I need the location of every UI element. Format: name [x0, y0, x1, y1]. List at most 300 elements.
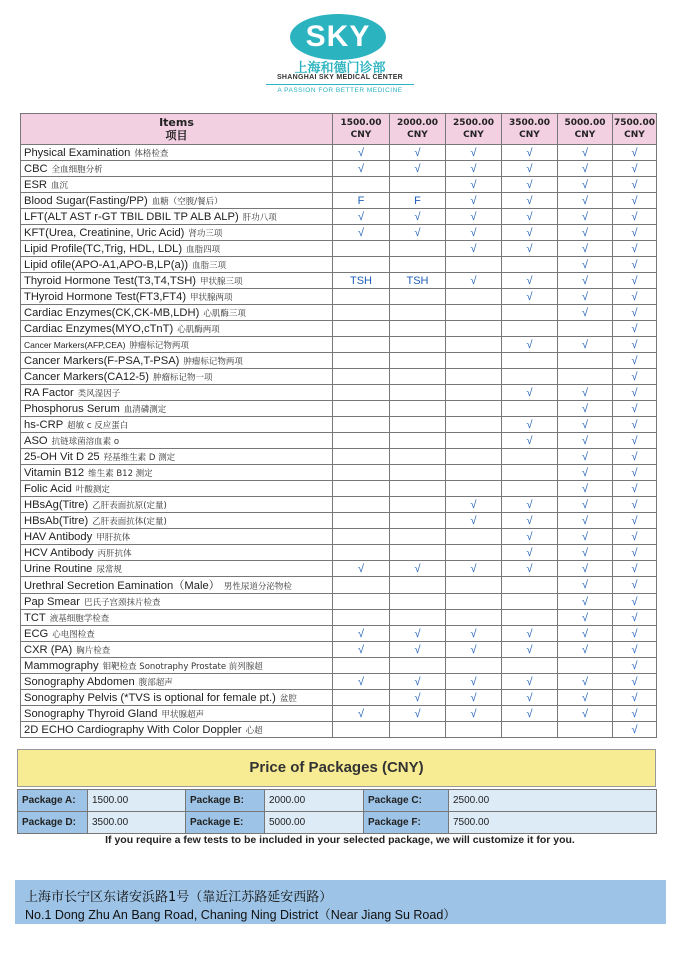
table-row — [21, 321, 657, 337]
item-name-cn: 尿常规 — [96, 564, 122, 575]
package-mark: √ — [558, 433, 613, 449]
table-row — [21, 594, 657, 610]
package-mark — [333, 417, 390, 433]
package-mark — [333, 577, 390, 594]
package-mark — [333, 449, 390, 465]
address-banner — [15, 880, 666, 924]
item-name-en: ASO — [24, 434, 48, 447]
package-mark: √ — [558, 385, 613, 401]
item-name-cn: 乙肝表面抗体(定量) — [92, 516, 167, 527]
package-mark — [446, 257, 502, 273]
package-mark: √ — [502, 417, 558, 433]
item-name — [21, 257, 333, 273]
item-name — [21, 353, 333, 369]
item-name-cn: 心超 — [245, 725, 263, 736]
package-value: 3500.00 — [88, 812, 186, 834]
package-mark — [333, 497, 390, 513]
package-mark: √ — [446, 225, 502, 241]
table-row — [21, 626, 657, 642]
package-mark: √ — [333, 642, 390, 658]
package-mark — [390, 321, 446, 337]
package-mark: √ — [613, 465, 657, 481]
price-title: Price of Packages (CNY) — [17, 749, 656, 787]
item-name — [21, 706, 333, 722]
item-name-en: Folic Acid — [24, 482, 72, 495]
item-name-cn: 血脂三项 — [192, 260, 227, 271]
package-mark — [446, 401, 502, 417]
table-row — [21, 209, 657, 225]
item-name-cn: 甲状腺两项 — [190, 292, 233, 303]
package-mark: √ — [558, 642, 613, 658]
item-name — [21, 193, 333, 209]
package-mark: √ — [558, 577, 613, 594]
table-row — [21, 449, 657, 465]
sky-logo: SKY — [290, 14, 386, 60]
item-name — [21, 610, 333, 626]
package-mark: √ — [558, 529, 613, 545]
item-name — [21, 241, 333, 257]
item-name — [21, 145, 333, 161]
package-mark: F — [333, 193, 390, 209]
item-name — [21, 465, 333, 481]
package-mark — [333, 658, 390, 674]
item-name-en: Mammography — [24, 659, 99, 672]
package-mark — [390, 177, 446, 193]
package-mark — [502, 353, 558, 369]
item-name-en: Thyroid Hormone Test(T3,T4,TSH) — [24, 274, 197, 287]
package-mark — [502, 401, 558, 417]
package-mark: √ — [613, 658, 657, 674]
item-name-cn: 丙肝抗体 — [97, 548, 132, 559]
package-mark: √ — [613, 674, 657, 690]
package-mark — [502, 449, 558, 465]
package-mark: √ — [502, 642, 558, 658]
item-name-cn: 液基细胞学检查 — [49, 613, 110, 624]
package-mark — [333, 722, 390, 738]
item-name — [21, 337, 333, 353]
item-name — [21, 481, 333, 497]
package-mark: √ — [613, 321, 657, 337]
item-name — [21, 401, 333, 417]
item-name — [21, 674, 333, 690]
package-mark: √ — [613, 385, 657, 401]
package-mark: √ — [613, 449, 657, 465]
item-name-cn: 肿瘤标记物一项 — [152, 372, 213, 383]
package-mark: √ — [502, 433, 558, 449]
package-mark: √ — [613, 145, 657, 161]
package-mark: √ — [446, 513, 502, 529]
package-mark — [390, 305, 446, 321]
package-mark: √ — [558, 401, 613, 417]
package-mark: √ — [502, 161, 558, 177]
package-mark: √ — [333, 161, 390, 177]
table-row — [21, 481, 657, 497]
table-row — [21, 385, 657, 401]
table-row — [21, 433, 657, 449]
item-name — [21, 177, 333, 193]
package-mark: √ — [446, 209, 502, 225]
package-mark — [390, 417, 446, 433]
package-mark: √ — [613, 433, 657, 449]
table-header-row — [21, 114, 657, 145]
package-mark: √ — [558, 706, 613, 722]
package-mark — [333, 241, 390, 257]
item-name-en: TCT — [24, 611, 46, 624]
item-name — [21, 545, 333, 561]
item-name — [21, 273, 333, 289]
table-row — [21, 642, 657, 658]
package-mark — [390, 594, 446, 610]
package-value: 2000.00 — [265, 790, 364, 812]
item-name-en: ECG — [24, 627, 49, 640]
item-name — [21, 497, 333, 513]
package-price-row — [18, 790, 657, 812]
package-mark: √ — [502, 690, 558, 706]
package-mark: √ — [446, 497, 502, 513]
item-name-en: KFT(Urea, Creatinine, Uric Acid) — [24, 226, 185, 239]
item-name-cn: 肝功八项 — [242, 212, 277, 223]
item-name — [21, 417, 333, 433]
package-mark: √ — [613, 225, 657, 241]
package-mark — [502, 321, 558, 337]
package-mark — [390, 337, 446, 353]
package-mark: √ — [558, 273, 613, 289]
package-mark: √ — [558, 561, 613, 577]
package-mark: √ — [558, 193, 613, 209]
table-row — [21, 577, 657, 594]
item-name — [21, 722, 333, 738]
package-mark — [558, 321, 613, 337]
package-mark: √ — [613, 241, 657, 257]
table-row — [21, 145, 657, 161]
package-mark: √ — [558, 305, 613, 321]
package-mark — [390, 401, 446, 417]
item-name — [21, 449, 333, 465]
item-name-cn: 巴氏子宫颈抹片检查 — [83, 597, 161, 608]
package-mark — [558, 658, 613, 674]
package-mark — [390, 449, 446, 465]
table-row — [21, 257, 657, 273]
package-label: Package A: — [18, 790, 88, 812]
package-mark — [446, 722, 502, 738]
package-mark — [502, 369, 558, 385]
package-mark: √ — [558, 145, 613, 161]
table-row — [21, 417, 657, 433]
package-mark — [390, 577, 446, 594]
package-mark — [390, 257, 446, 273]
package-mark: √ — [613, 257, 657, 273]
address-cn: 上海市长宁区东诸安浜路1号（靠近江苏路延安西路） — [25, 890, 333, 905]
package-mark — [333, 465, 390, 481]
address-en: No.1 Dong Zhu An Bang Road, Chaning Ning District（Near Jiang Su Road） — [25, 908, 456, 922]
package-mark — [502, 610, 558, 626]
package-mark: √ — [613, 626, 657, 642]
package-mark: √ — [502, 177, 558, 193]
package-mark: √ — [558, 177, 613, 193]
items-head-cn: 项目 — [165, 129, 188, 142]
package-mark: √ — [613, 497, 657, 513]
package-mark: √ — [502, 513, 558, 529]
package-mark: √ — [502, 385, 558, 401]
package-mark — [446, 529, 502, 545]
package-label: Package E: — [186, 812, 265, 834]
package-mark: √ — [558, 241, 613, 257]
item-name-en: CBC — [24, 162, 48, 175]
item-name-cn: 男性尿道分泌物检 — [223, 582, 292, 592]
item-name-cn: 血清磷测定 — [123, 404, 167, 415]
package-mark — [390, 353, 446, 369]
item-name-en: Cancer Markers(F-PSA,T-PSA) — [24, 354, 180, 367]
package-label: Package C: — [364, 790, 449, 812]
package-mark — [333, 257, 390, 273]
package-mark — [446, 353, 502, 369]
package-value: 7500.00 — [449, 812, 657, 834]
package-mark: √ — [558, 594, 613, 610]
item-name-en: ESR — [24, 178, 48, 191]
package-mark — [502, 465, 558, 481]
package-mark: √ — [613, 161, 657, 177]
item-name — [21, 626, 333, 642]
package-mark — [390, 481, 446, 497]
package-mark: √ — [446, 706, 502, 722]
item-name-cn: 全血细胞分析 — [51, 164, 103, 175]
package-mark — [333, 545, 390, 561]
package-mark: √ — [613, 353, 657, 369]
package-mark: √ — [613, 642, 657, 658]
item-name-cn: 羟基维生素 D 测定 — [103, 452, 176, 463]
package-mark: √ — [613, 289, 657, 305]
package-mark: √ — [613, 417, 657, 433]
clinic-name-cn: 上海和德门诊部 — [294, 61, 386, 76]
package-mark — [390, 289, 446, 305]
package-mark: √ — [446, 193, 502, 209]
item-name-en: CXR (PA) — [24, 643, 73, 656]
package-mark — [333, 401, 390, 417]
package-column-header: 3500.00 CNY — [502, 114, 558, 145]
item-name — [21, 561, 333, 577]
item-name — [21, 161, 333, 177]
package-mark — [333, 369, 390, 385]
table-row — [21, 529, 657, 545]
table-row — [21, 674, 657, 690]
item-name-en: Pap Smear — [24, 595, 80, 608]
package-mark: √ — [390, 561, 446, 577]
item-name-en: Physical Examination — [24, 146, 131, 159]
package-mark — [446, 449, 502, 465]
package-mark — [558, 722, 613, 738]
package-mark: √ — [558, 465, 613, 481]
item-name-cn: 血糖（空腹/餐后） — [151, 196, 223, 207]
package-mark: √ — [613, 401, 657, 417]
package-mark: √ — [502, 626, 558, 642]
package-column-header: 7500.00 CNY — [613, 114, 657, 145]
package-mark: √ — [502, 209, 558, 225]
item-name — [21, 690, 333, 706]
package-mark: √ — [333, 561, 390, 577]
package-mark: √ — [613, 305, 657, 321]
table-row — [21, 305, 657, 321]
package-mark — [502, 257, 558, 273]
item-name-en: Lipid Profile(TC,Trig, HDL, LDL) — [24, 242, 183, 255]
clinic-name-en: SHANGHAI SKY MEDICAL CENTER — [276, 74, 404, 81]
table-row — [21, 225, 657, 241]
package-mark: F — [390, 193, 446, 209]
item-name — [21, 321, 333, 337]
package-mark: √ — [558, 289, 613, 305]
package-mark — [390, 497, 446, 513]
package-mark: √ — [613, 177, 657, 193]
package-mark: √ — [502, 674, 558, 690]
package-mark — [390, 433, 446, 449]
package-mark: √ — [558, 690, 613, 706]
item-name-en: hs-CRP — [24, 418, 64, 431]
table-row — [21, 513, 657, 529]
item-name-en: THyroid Hormone Test(FT3,FT4) — [24, 290, 187, 303]
item-name-en: Cancer Markers(CA12-5) — [24, 370, 149, 383]
package-mark: √ — [446, 642, 502, 658]
package-mark: √ — [390, 674, 446, 690]
item-name-cn: 心肌酶两项 — [177, 324, 220, 335]
item-name — [21, 513, 333, 529]
package-mark: √ — [613, 273, 657, 289]
package-mark — [333, 433, 390, 449]
items-head-en: Items — [159, 116, 194, 129]
package-mark: √ — [446, 145, 502, 161]
item-name-en: 25-OH Vit D 25 — [24, 450, 100, 463]
package-mark — [446, 305, 502, 321]
table-row — [21, 401, 657, 417]
package-mark: √ — [390, 690, 446, 706]
package-mark: √ — [333, 626, 390, 642]
package-mark: √ — [558, 161, 613, 177]
package-mark: √ — [502, 497, 558, 513]
package-column-header: 2000.00 CNY — [390, 114, 446, 145]
item-name-cn: 腹部超声 — [138, 677, 173, 688]
items-column-header — [21, 114, 333, 145]
package-mark — [502, 305, 558, 321]
item-name-en: Sonography Pelvis (*TVS is optional for female pt.) — [24, 691, 276, 704]
package-value: 2500.00 — [449, 790, 657, 812]
package-mark: √ — [613, 690, 657, 706]
package-mark — [333, 289, 390, 305]
package-mark — [333, 529, 390, 545]
package-price-table — [17, 789, 657, 834]
package-mark: √ — [613, 369, 657, 385]
package-mark: √ — [613, 193, 657, 209]
package-mark — [333, 481, 390, 497]
package-mark: √ — [333, 145, 390, 161]
package-mark — [390, 465, 446, 481]
package-mark: √ — [390, 225, 446, 241]
item-name-en: HBsAb(Titre) — [24, 514, 89, 527]
package-mark: √ — [333, 674, 390, 690]
package-mark: √ — [558, 225, 613, 241]
package-mark: TSH — [333, 273, 390, 289]
item-name-cn: 超敏 c 反应蛋白 — [67, 420, 129, 431]
table-row — [21, 369, 657, 385]
item-name-cn: 叶酸测定 — [75, 484, 110, 495]
item-name — [21, 369, 333, 385]
item-name-en: Cardiac Enzymes(CK,CK-MB,LDH) — [24, 306, 200, 319]
package-mark: √ — [390, 145, 446, 161]
package-mark: √ — [502, 289, 558, 305]
table-row — [21, 690, 657, 706]
package-mark — [390, 610, 446, 626]
package-mark: √ — [502, 241, 558, 257]
package-mark — [446, 337, 502, 353]
package-mark — [446, 481, 502, 497]
item-name — [21, 642, 333, 658]
package-mark: √ — [446, 674, 502, 690]
package-mark: √ — [502, 337, 558, 353]
item-name-en: HCV Antibody — [24, 546, 94, 559]
package-mark: √ — [446, 690, 502, 706]
item-name-cn: 肿瘤标记物两项 — [129, 340, 189, 351]
table-row — [21, 193, 657, 209]
item-name — [21, 594, 333, 610]
package-mark: √ — [446, 273, 502, 289]
item-name-cn: 肿瘤标记物两项 — [183, 356, 243, 367]
package-mark — [333, 513, 390, 529]
package-mark: √ — [558, 449, 613, 465]
package-mark — [446, 385, 502, 401]
package-mark — [390, 529, 446, 545]
item-name — [21, 305, 333, 321]
item-name-en: HAV Antibody — [24, 530, 93, 543]
item-name-en: Sonography Thyroid Gland — [24, 707, 158, 720]
package-mark: √ — [613, 594, 657, 610]
package-label: Package D: — [18, 812, 88, 834]
package-mark — [390, 241, 446, 257]
item-name-en: Vitamin B12 — [24, 466, 85, 479]
package-mark: √ — [613, 706, 657, 722]
package-mark: √ — [333, 706, 390, 722]
table-row — [21, 465, 657, 481]
logo-divider — [266, 84, 414, 85]
package-mark — [502, 481, 558, 497]
package-mark: √ — [558, 545, 613, 561]
item-name-cn: 体格检查 — [134, 148, 169, 159]
package-mark — [333, 337, 390, 353]
table-row — [21, 706, 657, 722]
package-mark: √ — [502, 273, 558, 289]
table-row — [21, 353, 657, 369]
package-mark: √ — [613, 577, 657, 594]
table-row — [21, 545, 657, 561]
package-mark: √ — [446, 241, 502, 257]
package-mark — [390, 385, 446, 401]
package-mark — [333, 353, 390, 369]
item-name-cn: 心电图检查 — [52, 629, 95, 640]
table-row — [21, 177, 657, 193]
package-mark — [446, 610, 502, 626]
package-mark: √ — [502, 225, 558, 241]
table-row — [21, 337, 657, 353]
package-mark — [502, 658, 558, 674]
item-name — [21, 658, 333, 674]
package-mark: √ — [502, 193, 558, 209]
package-mark — [446, 321, 502, 337]
item-name-en: Lipid ofile(APO-A1,APO-B,LP(a)) — [24, 258, 189, 271]
package-mark — [390, 658, 446, 674]
table-row — [21, 273, 657, 289]
package-mark: √ — [502, 545, 558, 561]
table-row — [21, 497, 657, 513]
package-mark: √ — [613, 529, 657, 545]
package-column-header: 5000.00 CNY — [558, 114, 613, 145]
package-mark: √ — [558, 674, 613, 690]
clinic-header — [0, 0, 680, 110]
